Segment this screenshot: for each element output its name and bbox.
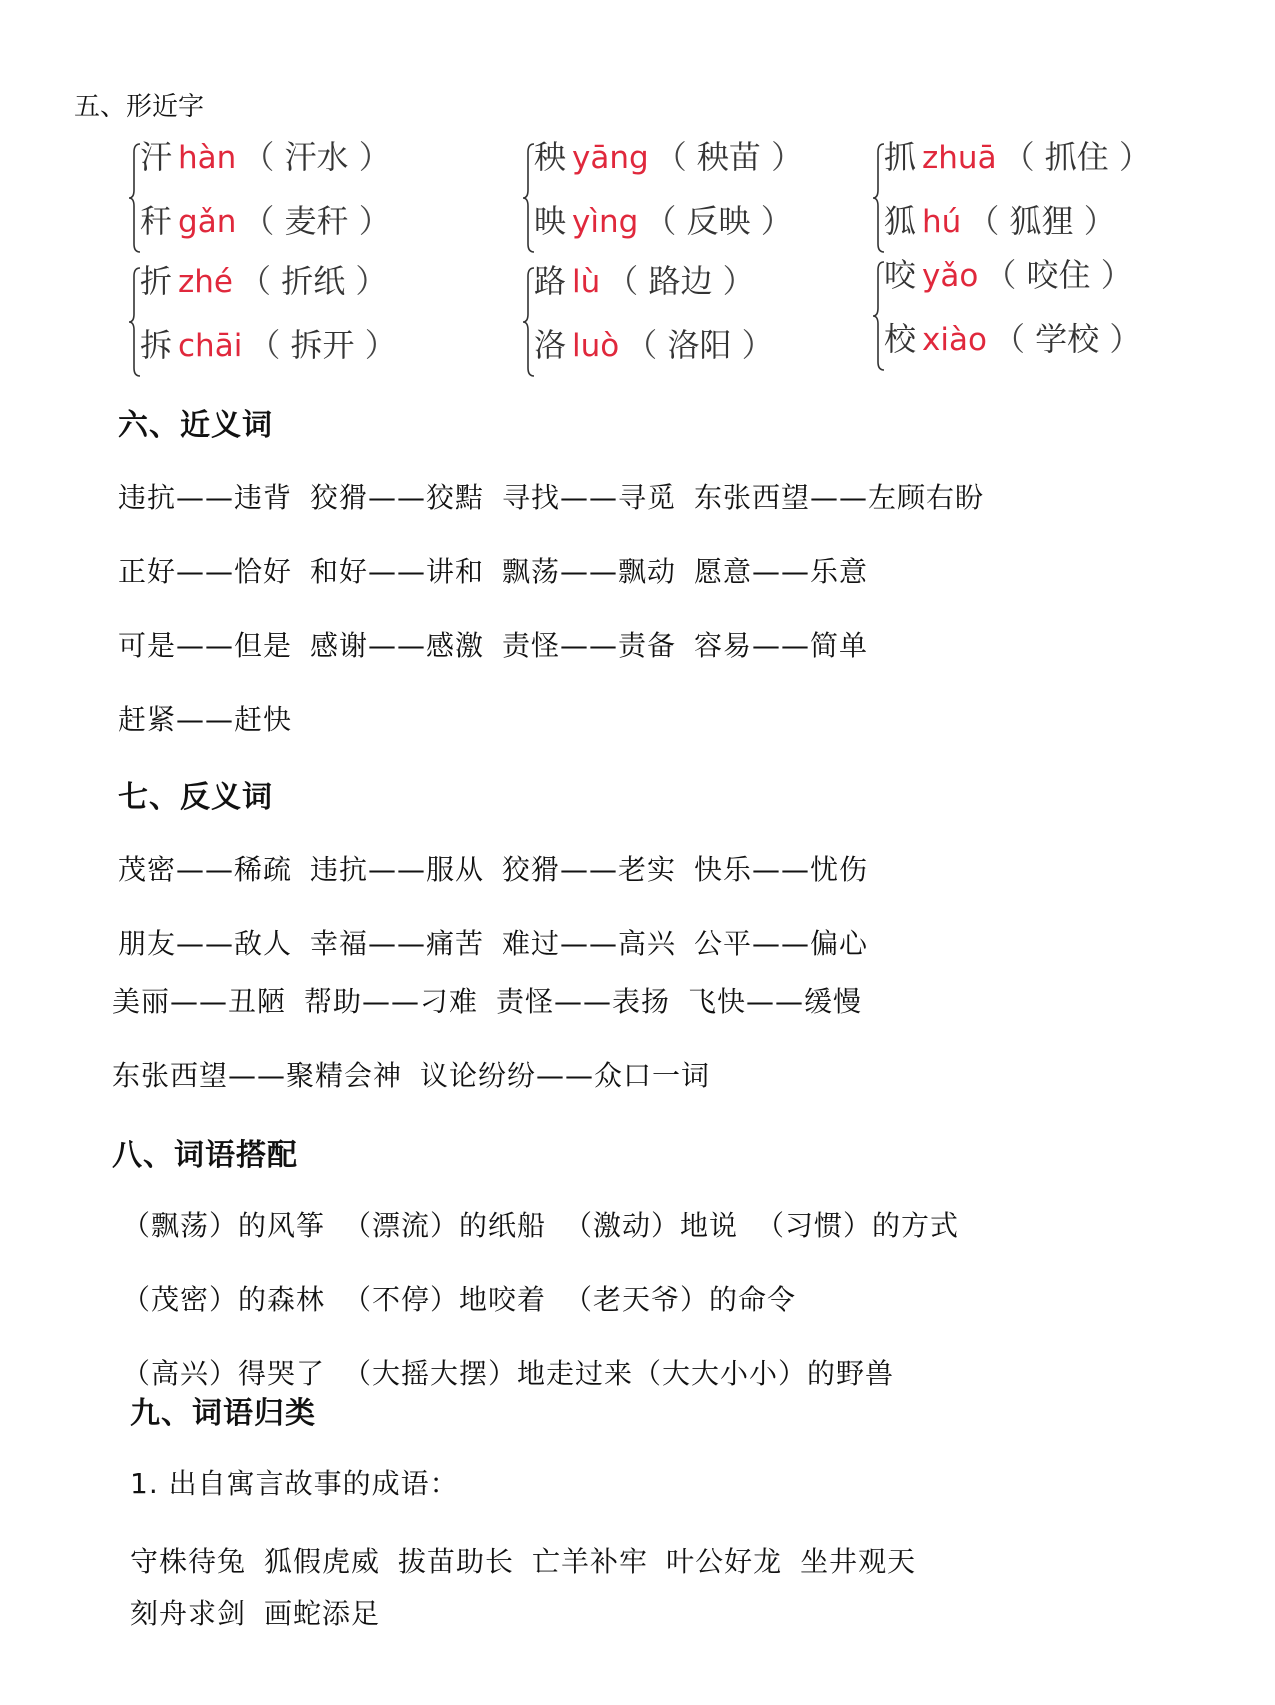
synonym-pair: 狡猾——狡黠 xyxy=(310,481,485,514)
synonym-pair: 寻找——寻觅 xyxy=(502,481,677,514)
section-title-antonyms: 七、反义词 xyxy=(118,780,273,815)
pinyin: hú xyxy=(922,204,962,240)
synonym-pair: 赶紧——赶快 xyxy=(118,703,293,736)
text-line xyxy=(122,1278,796,1318)
example-word: 拆开 xyxy=(290,326,355,364)
text-line xyxy=(118,922,868,962)
open-paren: （ xyxy=(984,256,1027,294)
synonym-pair: 违抗——违背 xyxy=(118,481,293,514)
character: 洛 xyxy=(534,326,567,364)
idiom: 叶公好龙 xyxy=(666,1545,783,1578)
text-line xyxy=(130,1592,380,1632)
antonym-pair: 难过——高兴 xyxy=(502,927,677,960)
text-line xyxy=(112,1054,710,1094)
example-word: 折纸 xyxy=(281,262,346,300)
collocation-phrase: （激动）地说 xyxy=(564,1209,739,1242)
antonym-pair: 飞快——缓慢 xyxy=(688,985,863,1018)
example-word: 狐狸 xyxy=(1009,202,1074,240)
collocation-phrase: （习惯）的方式 xyxy=(756,1209,960,1242)
pinyin: gǎn xyxy=(178,204,237,240)
antonym-pair: 朋友——敌人 xyxy=(118,927,293,960)
collocation-phrase: （漂流）的纸船 xyxy=(343,1209,547,1242)
close-paren: ） xyxy=(1108,138,1151,176)
idiom: 拔苗助长 xyxy=(398,1545,515,1578)
synonym-pair: 东张西望——左顾右盼 xyxy=(694,481,985,514)
example-word: 抓住 xyxy=(1044,138,1109,176)
synonym-pair: 愿意——乐意 xyxy=(694,555,869,588)
pinyin: yǎo xyxy=(922,258,979,294)
example-word: 洛阳 xyxy=(667,326,732,364)
text-line xyxy=(118,476,984,516)
open-paren: （ xyxy=(606,262,649,300)
close-paren: ） xyxy=(345,262,388,300)
text-line xyxy=(118,550,868,590)
close-paren: ） xyxy=(348,138,391,176)
pinyin: xiào xyxy=(922,322,987,358)
antonym-pair: 茂密——稀疏 xyxy=(118,853,293,886)
collocation-phrase: （高兴）得哭了 xyxy=(122,1357,326,1390)
pinyin: yāng xyxy=(572,140,649,176)
antonym-pair: 帮助——刁难 xyxy=(304,985,479,1018)
open-paren: （ xyxy=(1002,138,1045,176)
text-line xyxy=(122,1204,959,1244)
pinyin: zhé xyxy=(178,264,234,300)
synonym-pair: 和好——讲和 xyxy=(310,555,485,588)
character: 映 xyxy=(534,202,567,240)
character: 路 xyxy=(534,262,567,300)
synonym-pair: 可是——但是 xyxy=(118,629,293,662)
idiom: 守株待兔 xyxy=(130,1545,247,1578)
example-word: 麦秆 xyxy=(284,202,349,240)
character: 拆 xyxy=(140,326,173,364)
character-entry xyxy=(534,132,803,178)
open-paren: （ xyxy=(967,202,1010,240)
idiom: 亡羊补牢 xyxy=(532,1545,649,1578)
character-entry xyxy=(534,256,755,302)
collocation-phrase: （老天爷）的命令 xyxy=(564,1283,797,1316)
open-paren: （ xyxy=(654,138,697,176)
pinyin: luò xyxy=(572,328,620,364)
text-line xyxy=(130,1540,916,1580)
idiom: 狐假虎威 xyxy=(264,1545,381,1578)
close-paren: ） xyxy=(1099,320,1142,358)
text-line xyxy=(118,848,868,888)
close-paren: ） xyxy=(348,202,391,240)
character-entry xyxy=(884,132,1151,178)
collocation-phrase: （茂密）的森林 xyxy=(122,1283,326,1316)
pinyin: lù xyxy=(572,264,601,300)
antonym-pair: 美丽——丑陋 xyxy=(112,985,287,1018)
section-title-word-classification: 九、词语归类 xyxy=(130,1396,316,1431)
idiom: 刻舟求剑 xyxy=(130,1597,247,1630)
text-line xyxy=(122,1352,894,1392)
character: 狐 xyxy=(884,202,917,240)
section-title-similar-characters: 五、形近字 xyxy=(74,92,205,122)
example-word: 秧苗 xyxy=(696,138,761,176)
character: 抓 xyxy=(884,138,917,176)
example-word: 咬住 xyxy=(1026,256,1091,294)
character-entry xyxy=(534,320,774,366)
section-title-synonyms: 六、近义词 xyxy=(118,408,273,443)
open-paren: （ xyxy=(992,320,1036,358)
idiom: 坐井观天 xyxy=(800,1545,917,1578)
character-entry xyxy=(884,314,1141,360)
close-paren: ） xyxy=(354,326,397,364)
pinyin: zhuā xyxy=(922,140,997,176)
character: 汗 xyxy=(140,138,173,176)
open-paren: （ xyxy=(239,262,282,300)
text-line xyxy=(118,624,868,664)
open-paren: （ xyxy=(248,326,291,364)
character-entry xyxy=(140,256,387,302)
antonym-pair: 违抗——服从 xyxy=(310,853,485,886)
pinyin: hàn xyxy=(178,140,237,176)
character-entry xyxy=(884,196,1116,242)
collocation-phrase: （大摇大摆）地走过来（大大小小）的野兽 xyxy=(343,1357,895,1390)
character-entry xyxy=(140,132,391,178)
pinyin: yìng xyxy=(572,204,639,240)
character: 校 xyxy=(884,320,917,358)
close-paren: ） xyxy=(1090,256,1133,294)
character-entry xyxy=(140,196,391,242)
synonym-pair: 飘荡——飘动 xyxy=(502,555,677,588)
antonym-pair: 责怪——表扬 xyxy=(496,985,671,1018)
antonym-pair: 公平——偏心 xyxy=(694,927,869,960)
antonym-pair: 幸福——痛苦 xyxy=(310,927,485,960)
open-paren: （ xyxy=(242,138,285,176)
character-entry xyxy=(534,196,793,242)
antonym-pair: 狡猾——老实 xyxy=(502,853,677,886)
idiom: 画蛇添足 xyxy=(264,1597,381,1630)
collocation-phrase: （飘荡）的风筝 xyxy=(122,1209,326,1242)
character: 秧 xyxy=(534,138,567,176)
antonym-pair: 议论纷纷——众口一词 xyxy=(420,1059,711,1092)
open-paren: （ xyxy=(242,202,285,240)
collocation-phrase: （不停）地咬着 xyxy=(343,1283,547,1316)
character-entry xyxy=(884,250,1133,296)
character-entry xyxy=(140,320,397,366)
text-line xyxy=(112,980,862,1020)
example-word: 路边 xyxy=(648,262,713,300)
example-word: 反映 xyxy=(686,202,751,240)
synonym-pair: 正好——恰好 xyxy=(118,555,293,588)
close-paren: ） xyxy=(731,326,774,364)
close-paren: ） xyxy=(712,262,755,300)
character: 咬 xyxy=(884,256,917,294)
open-paren: （ xyxy=(644,202,687,240)
antonym-pair: 东张西望——聚精会神 xyxy=(112,1059,403,1092)
close-paren: ） xyxy=(750,202,793,240)
section-title-word-collocation: 八、词语搭配 xyxy=(112,1138,298,1173)
idioms-from-fables-label: 1. 出自寓言故事的成语： xyxy=(130,1467,459,1500)
synonym-pair: 容易——简单 xyxy=(694,629,869,662)
synonym-pair: 感谢——感激 xyxy=(310,629,485,662)
close-paren: ） xyxy=(1073,202,1116,240)
example-word: 汗水 xyxy=(284,138,349,176)
example-word: 学校 xyxy=(1035,320,1100,358)
pinyin: chāi xyxy=(178,328,243,364)
open-paren: （ xyxy=(625,326,668,364)
character: 折 xyxy=(140,262,173,300)
character: 秆 xyxy=(140,202,173,240)
synonym-pair: 责怪——责备 xyxy=(502,629,677,662)
close-paren: ） xyxy=(760,138,804,176)
text-line xyxy=(118,698,292,738)
antonym-pair: 快乐——忧伤 xyxy=(694,853,869,886)
